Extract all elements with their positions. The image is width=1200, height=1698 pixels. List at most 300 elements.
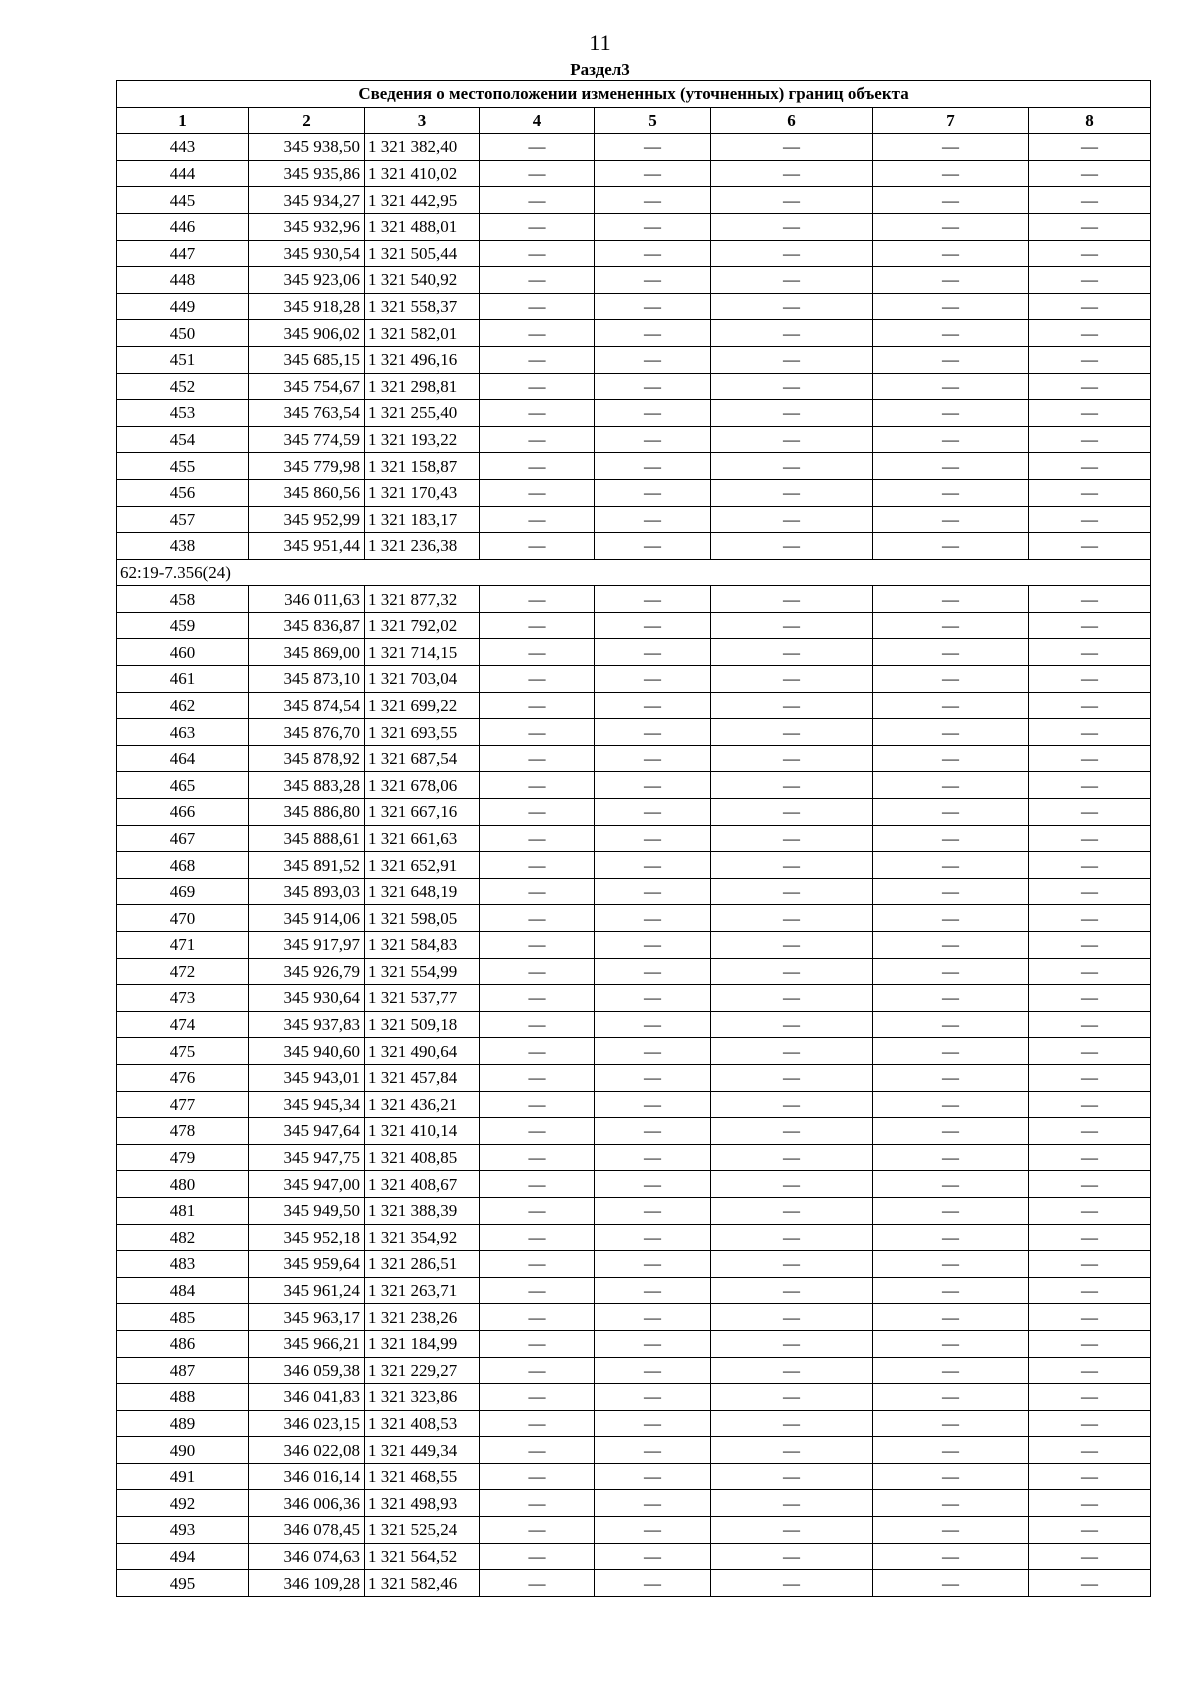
point-number-cell: 461 [117,666,249,693]
empty-value-cell-col5: — [595,426,711,453]
empty-value-cell-col8: — [1029,878,1151,905]
y-coordinate-cell: 1 321 505,44 [365,240,480,267]
empty-value-cell-col5: — [595,1251,711,1278]
table-title: Сведения о местоположении измененных (уточненных) границ объекта [117,81,1151,108]
empty-value-cell-col5: — [595,506,711,533]
empty-value-cell-col5: — [595,958,711,985]
empty-value-cell-col6: — [711,932,873,959]
x-coordinate-cell: 345 914,06 [249,905,365,932]
x-coordinate-cell: 345 893,03 [249,878,365,905]
y-coordinate-cell: 1 321 496,16 [365,346,480,373]
empty-value-cell-col8: — [1029,373,1151,400]
empty-value-cell-col5: — [595,134,711,161]
empty-value-cell-col8: — [1029,692,1151,719]
point-number-cell: 468 [117,852,249,879]
empty-value-cell-col5: — [595,373,711,400]
y-coordinate-cell: 1 321 699,22 [365,692,480,719]
y-coordinate-cell: 1 321 229,27 [365,1357,480,1384]
empty-value-cell-col6: — [711,1357,873,1384]
empty-value-cell-col4: — [480,985,595,1012]
empty-value-cell-col7: — [873,1384,1029,1411]
y-coordinate-cell: 1 321 408,67 [365,1171,480,1198]
y-coordinate-cell: 1 321 382,40 [365,134,480,161]
section-label: 62:19-7.356(24) [117,559,1151,586]
column-header-6: 6 [711,107,873,134]
point-number-cell: 476 [117,1064,249,1091]
table-row [117,1251,1151,1278]
point-number-cell: 480 [117,1171,249,1198]
point-number-cell: 484 [117,1277,249,1304]
table-row [117,1517,1151,1544]
empty-value-cell-col8: — [1029,160,1151,187]
empty-value-cell-col6: — [711,985,873,1012]
empty-value-cell-col8: — [1029,905,1151,932]
point-number-cell: 466 [117,799,249,826]
empty-value-cell-col6: — [711,958,873,985]
table-row [117,426,1151,453]
empty-value-cell-col6: — [711,213,873,240]
section-row [117,559,1151,586]
empty-value-cell-col4: — [480,719,595,746]
x-coordinate-cell: 345 943,01 [249,1064,365,1091]
table-row [117,1277,1151,1304]
empty-value-cell-col7: — [873,1410,1029,1437]
empty-value-cell-col6: — [711,772,873,799]
empty-value-cell-col4: — [480,1277,595,1304]
point-number-cell: 481 [117,1197,249,1224]
table-row [117,1330,1151,1357]
empty-value-cell-col7: — [873,1357,1029,1384]
empty-value-cell-col7: — [873,852,1029,879]
point-number-cell: 489 [117,1410,249,1437]
empty-value-cell-col8: — [1029,852,1151,879]
empty-value-cell-col7: — [873,1277,1029,1304]
empty-value-cell-col8: — [1029,1144,1151,1171]
y-coordinate-cell: 1 321 354,92 [365,1224,480,1251]
empty-value-cell-col6: — [711,1144,873,1171]
y-coordinate-cell: 1 321 554,99 [365,958,480,985]
point-number-cell: 445 [117,187,249,214]
empty-value-cell-col5: — [595,692,711,719]
empty-value-cell-col5: — [595,293,711,320]
table-row [117,240,1151,267]
point-number-cell: 453 [117,400,249,427]
y-coordinate-cell: 1 321 323,86 [365,1384,480,1411]
empty-value-cell-col4: — [480,1171,595,1198]
table-row [117,1038,1151,1065]
empty-value-cell-col7: — [873,958,1029,985]
empty-value-cell-col7: — [873,586,1029,613]
table-row [117,506,1151,533]
empty-value-cell-col6: — [711,1330,873,1357]
y-coordinate-cell: 1 321 525,24 [365,1517,480,1544]
empty-value-cell-col4: — [480,1144,595,1171]
empty-value-cell-col4: — [480,1304,595,1331]
empty-value-cell-col7: — [873,134,1029,161]
empty-value-cell-col5: — [595,479,711,506]
x-coordinate-cell: 346 059,38 [249,1357,365,1384]
y-coordinate-cell: 1 321 661,63 [365,825,480,852]
empty-value-cell-col7: — [873,1304,1029,1331]
x-coordinate-cell: 346 022,08 [249,1437,365,1464]
empty-value-cell-col7: — [873,932,1029,959]
point-number-cell: 450 [117,320,249,347]
y-coordinate-cell: 1 321 584,83 [365,932,480,959]
x-coordinate-cell: 346 074,63 [249,1543,365,1570]
y-coordinate-cell: 1 321 537,77 [365,985,480,1012]
y-coordinate-cell: 1 321 410,14 [365,1118,480,1145]
empty-value-cell-col6: — [711,612,873,639]
y-coordinate-cell: 1 321 388,39 [365,1197,480,1224]
empty-value-cell-col7: — [873,240,1029,267]
empty-value-cell-col6: — [711,1277,873,1304]
x-coordinate-cell: 345 883,28 [249,772,365,799]
empty-value-cell-col5: — [595,346,711,373]
empty-value-cell-col4: — [480,1197,595,1224]
empty-value-cell-col6: — [711,400,873,427]
table-row [117,160,1151,187]
point-number-cell: 463 [117,719,249,746]
empty-value-cell-col5: — [595,1011,711,1038]
point-number-cell: 457 [117,506,249,533]
empty-value-cell-col7: — [873,1437,1029,1464]
empty-value-cell-col7: — [873,187,1029,214]
y-coordinate-cell: 1 321 714,15 [365,639,480,666]
y-coordinate-cell: 1 321 236,38 [365,533,480,560]
empty-value-cell-col8: — [1029,293,1151,320]
empty-value-cell-col8: — [1029,1011,1151,1038]
empty-value-cell-col6: — [711,692,873,719]
empty-value-cell-col8: — [1029,426,1151,453]
empty-value-cell-col6: — [711,1437,873,1464]
point-number-cell: 485 [117,1304,249,1331]
table-row [117,852,1151,879]
empty-value-cell-col5: — [595,453,711,480]
table-header-row [117,107,1151,134]
y-coordinate-cell: 1 321 457,84 [365,1064,480,1091]
empty-value-cell-col6: — [711,293,873,320]
table-row [117,1463,1151,1490]
y-coordinate-cell: 1 321 877,32 [365,586,480,613]
point-number-cell: 444 [117,160,249,187]
empty-value-cell-col7: — [873,985,1029,1012]
table-row [117,1011,1151,1038]
empty-value-cell-col5: — [595,905,711,932]
table-row [117,692,1151,719]
x-coordinate-cell: 345 917,97 [249,932,365,959]
empty-value-cell-col8: — [1029,453,1151,480]
y-coordinate-cell: 1 321 687,54 [365,745,480,772]
empty-value-cell-col4: — [480,1118,595,1145]
x-coordinate-cell: 346 011,63 [249,586,365,613]
x-coordinate-cell: 345 685,15 [249,346,365,373]
y-coordinate-cell: 1 321 436,21 [365,1091,480,1118]
y-coordinate-cell: 1 321 184,99 [365,1330,480,1357]
empty-value-cell-col5: — [595,1091,711,1118]
empty-value-cell-col7: — [873,1197,1029,1224]
x-coordinate-cell: 345 963,17 [249,1304,365,1331]
empty-value-cell-col8: — [1029,1330,1151,1357]
empty-value-cell-col6: — [711,506,873,533]
empty-value-cell-col5: — [595,240,711,267]
empty-value-cell-col8: — [1029,187,1151,214]
empty-value-cell-col6: — [711,825,873,852]
empty-value-cell-col8: — [1029,1118,1151,1145]
table-row [117,1118,1151,1145]
empty-value-cell-col7: — [873,905,1029,932]
point-number-cell: 470 [117,905,249,932]
empty-value-cell-col8: — [1029,639,1151,666]
empty-value-cell-col5: — [595,1490,711,1517]
y-coordinate-cell: 1 321 490,64 [365,1038,480,1065]
empty-value-cell-col8: — [1029,1064,1151,1091]
empty-value-cell-col6: — [711,320,873,347]
empty-value-cell-col7: — [873,506,1029,533]
empty-value-cell-col8: — [1029,1224,1151,1251]
x-coordinate-cell: 345 874,54 [249,692,365,719]
y-coordinate-cell: 1 321 582,01 [365,320,480,347]
empty-value-cell-col6: — [711,479,873,506]
empty-value-cell-col7: — [873,346,1029,373]
point-number-cell: 473 [117,985,249,1012]
x-coordinate-cell: 345 906,02 [249,320,365,347]
empty-value-cell-col6: — [711,267,873,294]
empty-value-cell-col4: — [480,267,595,294]
y-coordinate-cell: 1 321 468,55 [365,1463,480,1490]
empty-value-cell-col8: — [1029,612,1151,639]
empty-value-cell-col7: — [873,612,1029,639]
table-row [117,267,1151,294]
point-number-cell: 459 [117,612,249,639]
empty-value-cell-col6: — [711,1304,873,1331]
empty-value-cell-col8: — [1029,1543,1151,1570]
table-row [117,400,1151,427]
table-row [117,213,1151,240]
empty-value-cell-col4: — [480,1543,595,1570]
empty-value-cell-col5: — [595,772,711,799]
empty-value-cell-col8: — [1029,1304,1151,1331]
empty-value-cell-col5: — [595,160,711,187]
point-number-cell: 448 [117,267,249,294]
empty-value-cell-col5: — [595,1197,711,1224]
empty-value-cell-col6: — [711,1011,873,1038]
empty-value-cell-col8: — [1029,958,1151,985]
point-number-cell: 492 [117,1490,249,1517]
empty-value-cell-col5: — [595,187,711,214]
empty-value-cell-col5: — [595,267,711,294]
empty-value-cell-col7: — [873,1038,1029,1065]
y-coordinate-cell: 1 321 170,43 [365,479,480,506]
point-number-cell: 495 [117,1570,249,1597]
empty-value-cell-col6: — [711,1091,873,1118]
empty-value-cell-col5: — [595,745,711,772]
x-coordinate-cell: 345 947,75 [249,1144,365,1171]
x-coordinate-cell: 345 860,56 [249,479,365,506]
x-coordinate-cell: 345 951,44 [249,533,365,560]
empty-value-cell-col7: — [873,825,1029,852]
empty-value-cell-col4: — [480,1410,595,1437]
empty-value-cell-col8: — [1029,666,1151,693]
empty-value-cell-col7: — [873,1171,1029,1198]
empty-value-cell-col6: — [711,160,873,187]
point-number-cell: 452 [117,373,249,400]
point-number-cell: 456 [117,479,249,506]
x-coordinate-cell: 345 959,64 [249,1251,365,1278]
empty-value-cell-col8: — [1029,479,1151,506]
empty-value-cell-col8: — [1029,134,1151,161]
point-number-cell: 493 [117,1517,249,1544]
empty-value-cell-col4: — [480,1091,595,1118]
empty-value-cell-col6: — [711,1543,873,1570]
empty-value-cell-col5: — [595,1277,711,1304]
empty-value-cell-col8: — [1029,1570,1151,1597]
table-row [117,1570,1151,1597]
empty-value-cell-col5: — [595,213,711,240]
empty-value-cell-col8: — [1029,1091,1151,1118]
empty-value-cell-col4: — [480,506,595,533]
table-row [117,719,1151,746]
point-number-cell: 478 [117,1118,249,1145]
empty-value-cell-col8: — [1029,772,1151,799]
table-row [117,825,1151,852]
empty-value-cell-col8: — [1029,586,1151,613]
empty-value-cell-col4: — [480,1038,595,1065]
x-coordinate-cell: 345 876,70 [249,719,365,746]
empty-value-cell-col8: — [1029,1357,1151,1384]
table-row [117,293,1151,320]
empty-value-cell-col4: — [480,400,595,427]
y-coordinate-cell: 1 321 442,95 [365,187,480,214]
empty-value-cell-col7: — [873,453,1029,480]
empty-value-cell-col6: — [711,1197,873,1224]
empty-value-cell-col6: — [711,1517,873,1544]
x-coordinate-cell: 345 945,34 [249,1091,365,1118]
empty-value-cell-col4: — [480,479,595,506]
x-coordinate-cell: 345 934,27 [249,187,365,214]
x-coordinate-cell: 345 952,99 [249,506,365,533]
y-coordinate-cell: 1 321 652,91 [365,852,480,879]
empty-value-cell-col8: — [1029,1410,1151,1437]
empty-value-cell-col8: — [1029,213,1151,240]
empty-value-cell-col4: — [480,878,595,905]
point-number-cell: 465 [117,772,249,799]
empty-value-cell-col6: — [711,878,873,905]
point-number-cell: 483 [117,1251,249,1278]
point-number-cell: 438 [117,533,249,560]
empty-value-cell-col7: — [873,1517,1029,1544]
empty-value-cell-col6: — [711,240,873,267]
x-coordinate-cell: 346 023,15 [249,1410,365,1437]
point-number-cell: 458 [117,586,249,613]
empty-value-cell-col8: — [1029,1197,1151,1224]
empty-value-cell-col4: — [480,320,595,347]
table-row [117,533,1151,560]
empty-value-cell-col5: — [595,825,711,852]
table-row [117,187,1151,214]
x-coordinate-cell: 345 938,50 [249,134,365,161]
y-coordinate-cell: 1 321 667,16 [365,799,480,826]
y-coordinate-cell: 1 321 564,52 [365,1543,480,1570]
empty-value-cell-col7: — [873,772,1029,799]
column-header-4: 4 [480,107,595,134]
empty-value-cell-col4: — [480,1517,595,1544]
table-row [117,1304,1151,1331]
y-coordinate-cell: 1 321 792,02 [365,612,480,639]
empty-value-cell-col7: — [873,1118,1029,1145]
y-coordinate-cell: 1 321 540,92 [365,267,480,294]
empty-value-cell-col6: — [711,533,873,560]
x-coordinate-cell: 346 041,83 [249,1384,365,1411]
y-coordinate-cell: 1 321 193,22 [365,426,480,453]
table-row [117,346,1151,373]
empty-value-cell-col8: — [1029,1277,1151,1304]
x-coordinate-cell: 345 923,06 [249,267,365,294]
point-number-cell: 469 [117,878,249,905]
x-coordinate-cell: 345 966,21 [249,1330,365,1357]
empty-value-cell-col4: — [480,1490,595,1517]
table-row [117,1410,1151,1437]
x-coordinate-cell: 345 779,98 [249,453,365,480]
empty-value-cell-col7: — [873,533,1029,560]
empty-value-cell-col6: — [711,1490,873,1517]
x-coordinate-cell: 345 932,96 [249,213,365,240]
x-coordinate-cell: 345 947,00 [249,1171,365,1198]
point-number-cell: 491 [117,1463,249,1490]
empty-value-cell-col6: — [711,799,873,826]
empty-value-cell-col6: — [711,1224,873,1251]
empty-value-cell-col5: — [595,985,711,1012]
table-row [117,905,1151,932]
empty-value-cell-col5: — [595,1038,711,1065]
empty-value-cell-col5: — [595,1064,711,1091]
empty-value-cell-col5: — [595,1118,711,1145]
empty-value-cell-col4: — [480,932,595,959]
table-row [117,586,1151,613]
empty-value-cell-col6: — [711,586,873,613]
empty-value-cell-col7: — [873,1064,1029,1091]
empty-value-cell-col8: — [1029,1437,1151,1464]
y-coordinate-cell: 1 321 298,81 [365,373,480,400]
y-coordinate-cell: 1 321 183,17 [365,506,480,533]
empty-value-cell-col4: — [480,453,595,480]
table-row [117,985,1151,1012]
empty-value-cell-col6: — [711,187,873,214]
empty-value-cell-col4: — [480,346,595,373]
y-coordinate-cell: 1 321 558,37 [365,293,480,320]
x-coordinate-cell: 346 109,28 [249,1570,365,1597]
y-coordinate-cell: 1 321 449,34 [365,1437,480,1464]
empty-value-cell-col8: — [1029,1251,1151,1278]
x-coordinate-cell: 345 937,83 [249,1011,365,1038]
empty-value-cell-col7: — [873,1490,1029,1517]
empty-value-cell-col8: — [1029,985,1151,1012]
point-number-cell: 490 [117,1437,249,1464]
y-coordinate-cell: 1 321 488,01 [365,213,480,240]
x-coordinate-cell: 345 930,54 [249,240,365,267]
y-coordinate-cell: 1 321 678,06 [365,772,480,799]
x-coordinate-cell: 345 774,59 [249,426,365,453]
point-number-cell: 467 [117,825,249,852]
empty-value-cell-col7: — [873,719,1029,746]
table-row [117,1197,1151,1224]
empty-value-cell-col6: — [711,666,873,693]
x-coordinate-cell: 346 078,45 [249,1517,365,1544]
point-number-cell: 460 [117,639,249,666]
empty-value-cell-col5: — [595,586,711,613]
empty-value-cell-col5: — [595,852,711,879]
empty-value-cell-col8: — [1029,932,1151,959]
point-number-cell: 475 [117,1038,249,1065]
